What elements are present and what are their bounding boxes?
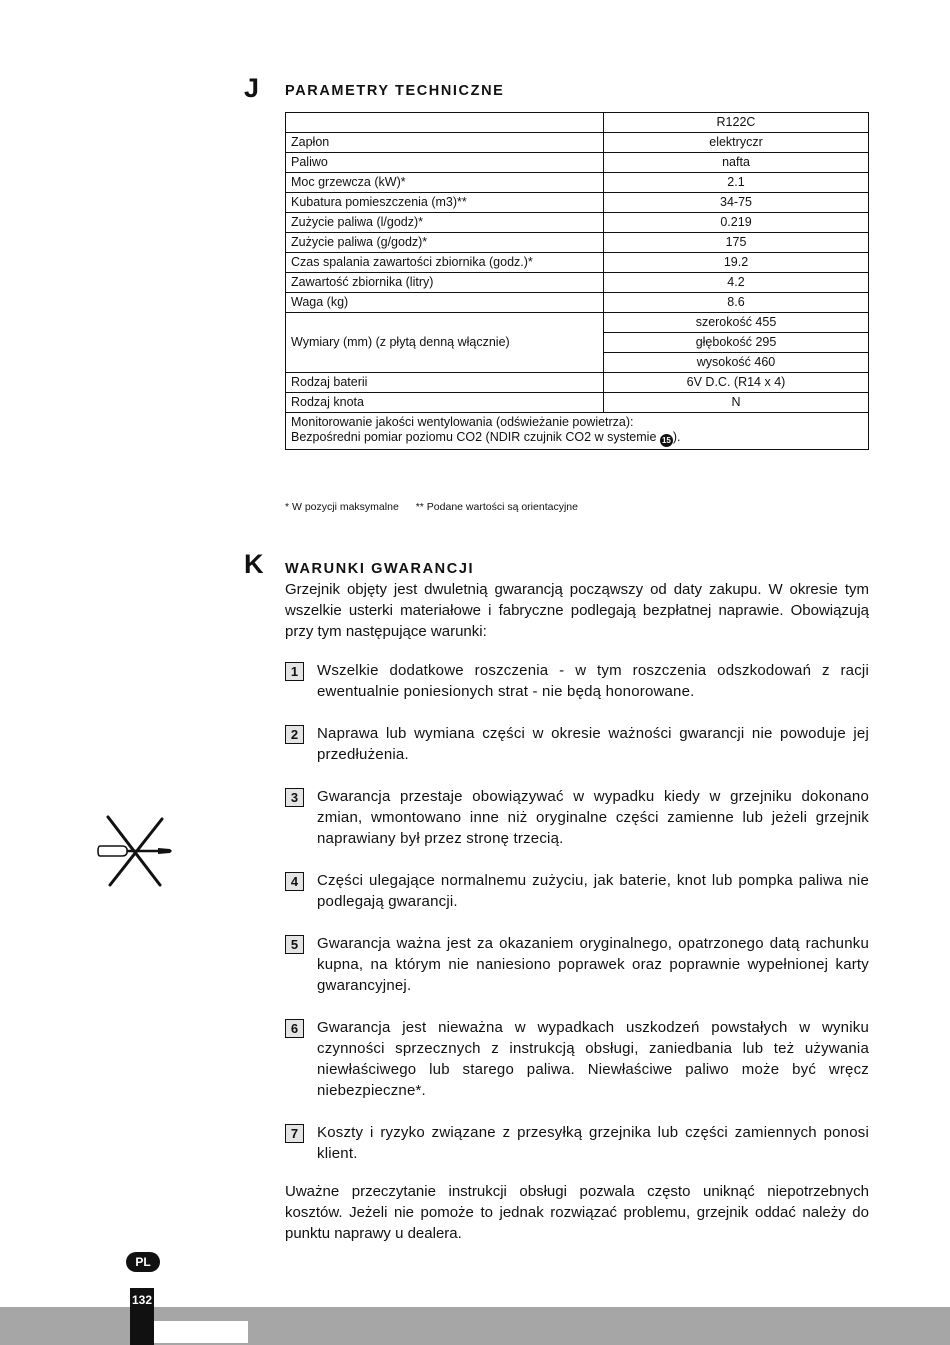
item-number-box: 5 — [285, 935, 304, 954]
spec-value: 2.1 — [604, 173, 869, 193]
footer-strip — [154, 1321, 248, 1343]
spec-value: elektryczr — [604, 133, 869, 153]
table-row — [286, 273, 869, 293]
spec-value: 0.219 — [604, 213, 869, 233]
spec-value: 34-75 — [604, 193, 869, 213]
section-k-letter: K — [244, 549, 264, 579]
table-row — [286, 233, 869, 253]
dimension-width: szerokość 455 — [604, 313, 869, 333]
page-number: 132 — [131, 1293, 153, 1307]
item-text: Gwarancja jest nieważna w wypadkach uszkodzeń powstałych w wyniku czynności sprzecznych z instrukcją obsługi, zaniedbania lub też używania niewłaściwego lub starego paliwa. Niewłaściwe paliwo może być wręcz niebezpieczne*. — [317, 1019, 869, 1099]
footnotes — [285, 501, 592, 513]
table-row — [286, 133, 869, 153]
spec-label: Paliwo — [286, 153, 604, 173]
table-row — [286, 313, 869, 333]
item-text: Koszty i ryzyko związane z przesyłką grzejnika lub części zamiennych ponosi klient. — [317, 1124, 869, 1162]
list-item — [285, 1122, 869, 1164]
item-number-box: 3 — [285, 788, 304, 807]
spec-value: 19.2 — [604, 253, 869, 273]
item-text: Gwarancja ważna jest za okazaniem oryginalnego, opatrzonego datą rachunku kupna, na którym nie naniesiono poprawek oraz poprawnie wypełnionej karty gwarancyjnej. — [317, 935, 869, 994]
monitoring-note — [286, 413, 869, 450]
table-row — [286, 293, 869, 313]
item-text: Naprawa lub wymiana części w okresie ważności gwarancji nie powoduje jej przedłużenia. — [317, 725, 869, 763]
item-number-box: 2 — [285, 725, 304, 744]
item-number-box: 4 — [285, 872, 304, 891]
spec-label: Czas spalania zawartości zbiornika (godz.)* — [286, 253, 604, 273]
specs-table — [285, 112, 869, 450]
spec-label: Zużycie paliwa (g/godz)* — [286, 233, 604, 253]
spec-value: 4.2 — [604, 273, 869, 293]
monitoring-line-2-end: ). — [672, 430, 681, 444]
spec-label: Zawartość zbiornika (litry) — [286, 273, 604, 293]
table-row — [286, 253, 869, 273]
monitoring-line-2-text: Bezpośredni pomiar poziomu CO2 (NDIR czujnik CO2 w systemie — [291, 430, 657, 444]
model-cell: R122C — [604, 113, 869, 133]
spec-value: 175 — [604, 233, 869, 253]
item-number-box: 1 — [285, 662, 304, 681]
list-item — [285, 870, 869, 912]
item-text: Wszelkie dodatkowe roszczenia - w tym roszczenia odszkodowań z racji ewentualnie poniesionych strat - nie będą honorowane. — [317, 662, 869, 700]
language-badge: PL — [126, 1252, 160, 1272]
dimension-depth: głębokość 295 — [604, 333, 869, 353]
spec-value: nafta — [604, 153, 869, 173]
table-cell-empty — [286, 113, 604, 133]
section-j-title: PARAMETRY TECHNICZNE — [285, 83, 505, 99]
dimension-height: wysokość 460 — [604, 353, 869, 373]
monitoring-line-1: Monitorowanie jakości wentylowania (odświeżanie powietrza): — [291, 415, 634, 429]
battery-label: Rodzaj baterii — [286, 373, 604, 393]
spec-label: Kubatura pomieszczenia (m3)** — [286, 193, 604, 213]
item-number-box: 7 — [285, 1124, 304, 1143]
wick-value: N — [604, 393, 869, 413]
list-item — [285, 1017, 869, 1101]
list-item — [285, 786, 869, 849]
section-j-letter: J — [244, 73, 260, 103]
wick-label: Rodzaj knota — [286, 393, 604, 413]
table-row — [286, 113, 869, 133]
footnote-max-position: * W pozycji maksymalne — [285, 501, 399, 513]
spec-label: Zapłon — [286, 133, 604, 153]
item-number-box: 6 — [285, 1019, 304, 1038]
section-k-title: WARUNKI GWARANCJI — [285, 561, 475, 577]
table-row — [286, 413, 869, 450]
spec-value: 8.6 — [604, 293, 869, 313]
battery-value: 6V D.C. (R14 x 4) — [604, 373, 869, 393]
footnote-approximate: ** Podane wartości są orientacyjne — [415, 501, 578, 513]
list-item — [285, 660, 869, 702]
table-row — [286, 213, 869, 233]
closing-paragraph: Uważne przeczytanie instrukcji obsługi pozwala często uniknąć niepotrzebnych kosztów. Jeżeli nie pomoże to jednak rozwiązać problemu, grzejnik oddać należy do punktu naprawy u dealera. — [285, 1183, 869, 1242]
table-row — [286, 153, 869, 173]
item-text: Gwarancja przestaje obowiązywać w wypadku kiedy w grzejniku dokonano zmian, wmontowano inne niż oryginalne części zamienne lub jeżeli grzejnik naprawiany był przez stronę trzecią. — [317, 788, 869, 847]
monitoring-line-2 — [291, 430, 863, 447]
table-row — [286, 373, 869, 393]
item-text: Części ulegające normalnemu zużyciu, jak baterie, knot lub pompka paliwa nie podlegają gwarancji. — [317, 872, 869, 910]
crossed-screwdriver-icon — [96, 813, 176, 889]
table-row — [286, 173, 869, 193]
spec-label: Waga (kg) — [286, 293, 604, 313]
dimensions-label: Wymiary (mm) (z płytą denną włącznie) — [286, 313, 604, 373]
spec-label: Zużycie paliwa (l/godz)* — [286, 213, 604, 233]
table-row — [286, 393, 869, 413]
list-item — [285, 933, 869, 996]
spec-label: Moc grzewcza (kW)* — [286, 173, 604, 193]
list-item — [285, 723, 869, 765]
table-row — [286, 193, 869, 213]
warranty-intro: Grzejnik objęty jest dwuletnią gwarancją począwszy od daty zakupu. W okresie tym wszelkie usterki materiałowe i fabryczne podlegają bezpłatnej naprawie. Obowiązują przy tym następujące warunki: — [285, 581, 869, 640]
figure-ref-badge: 15 — [660, 434, 673, 447]
warranty-conditions-list — [285, 660, 869, 1185]
